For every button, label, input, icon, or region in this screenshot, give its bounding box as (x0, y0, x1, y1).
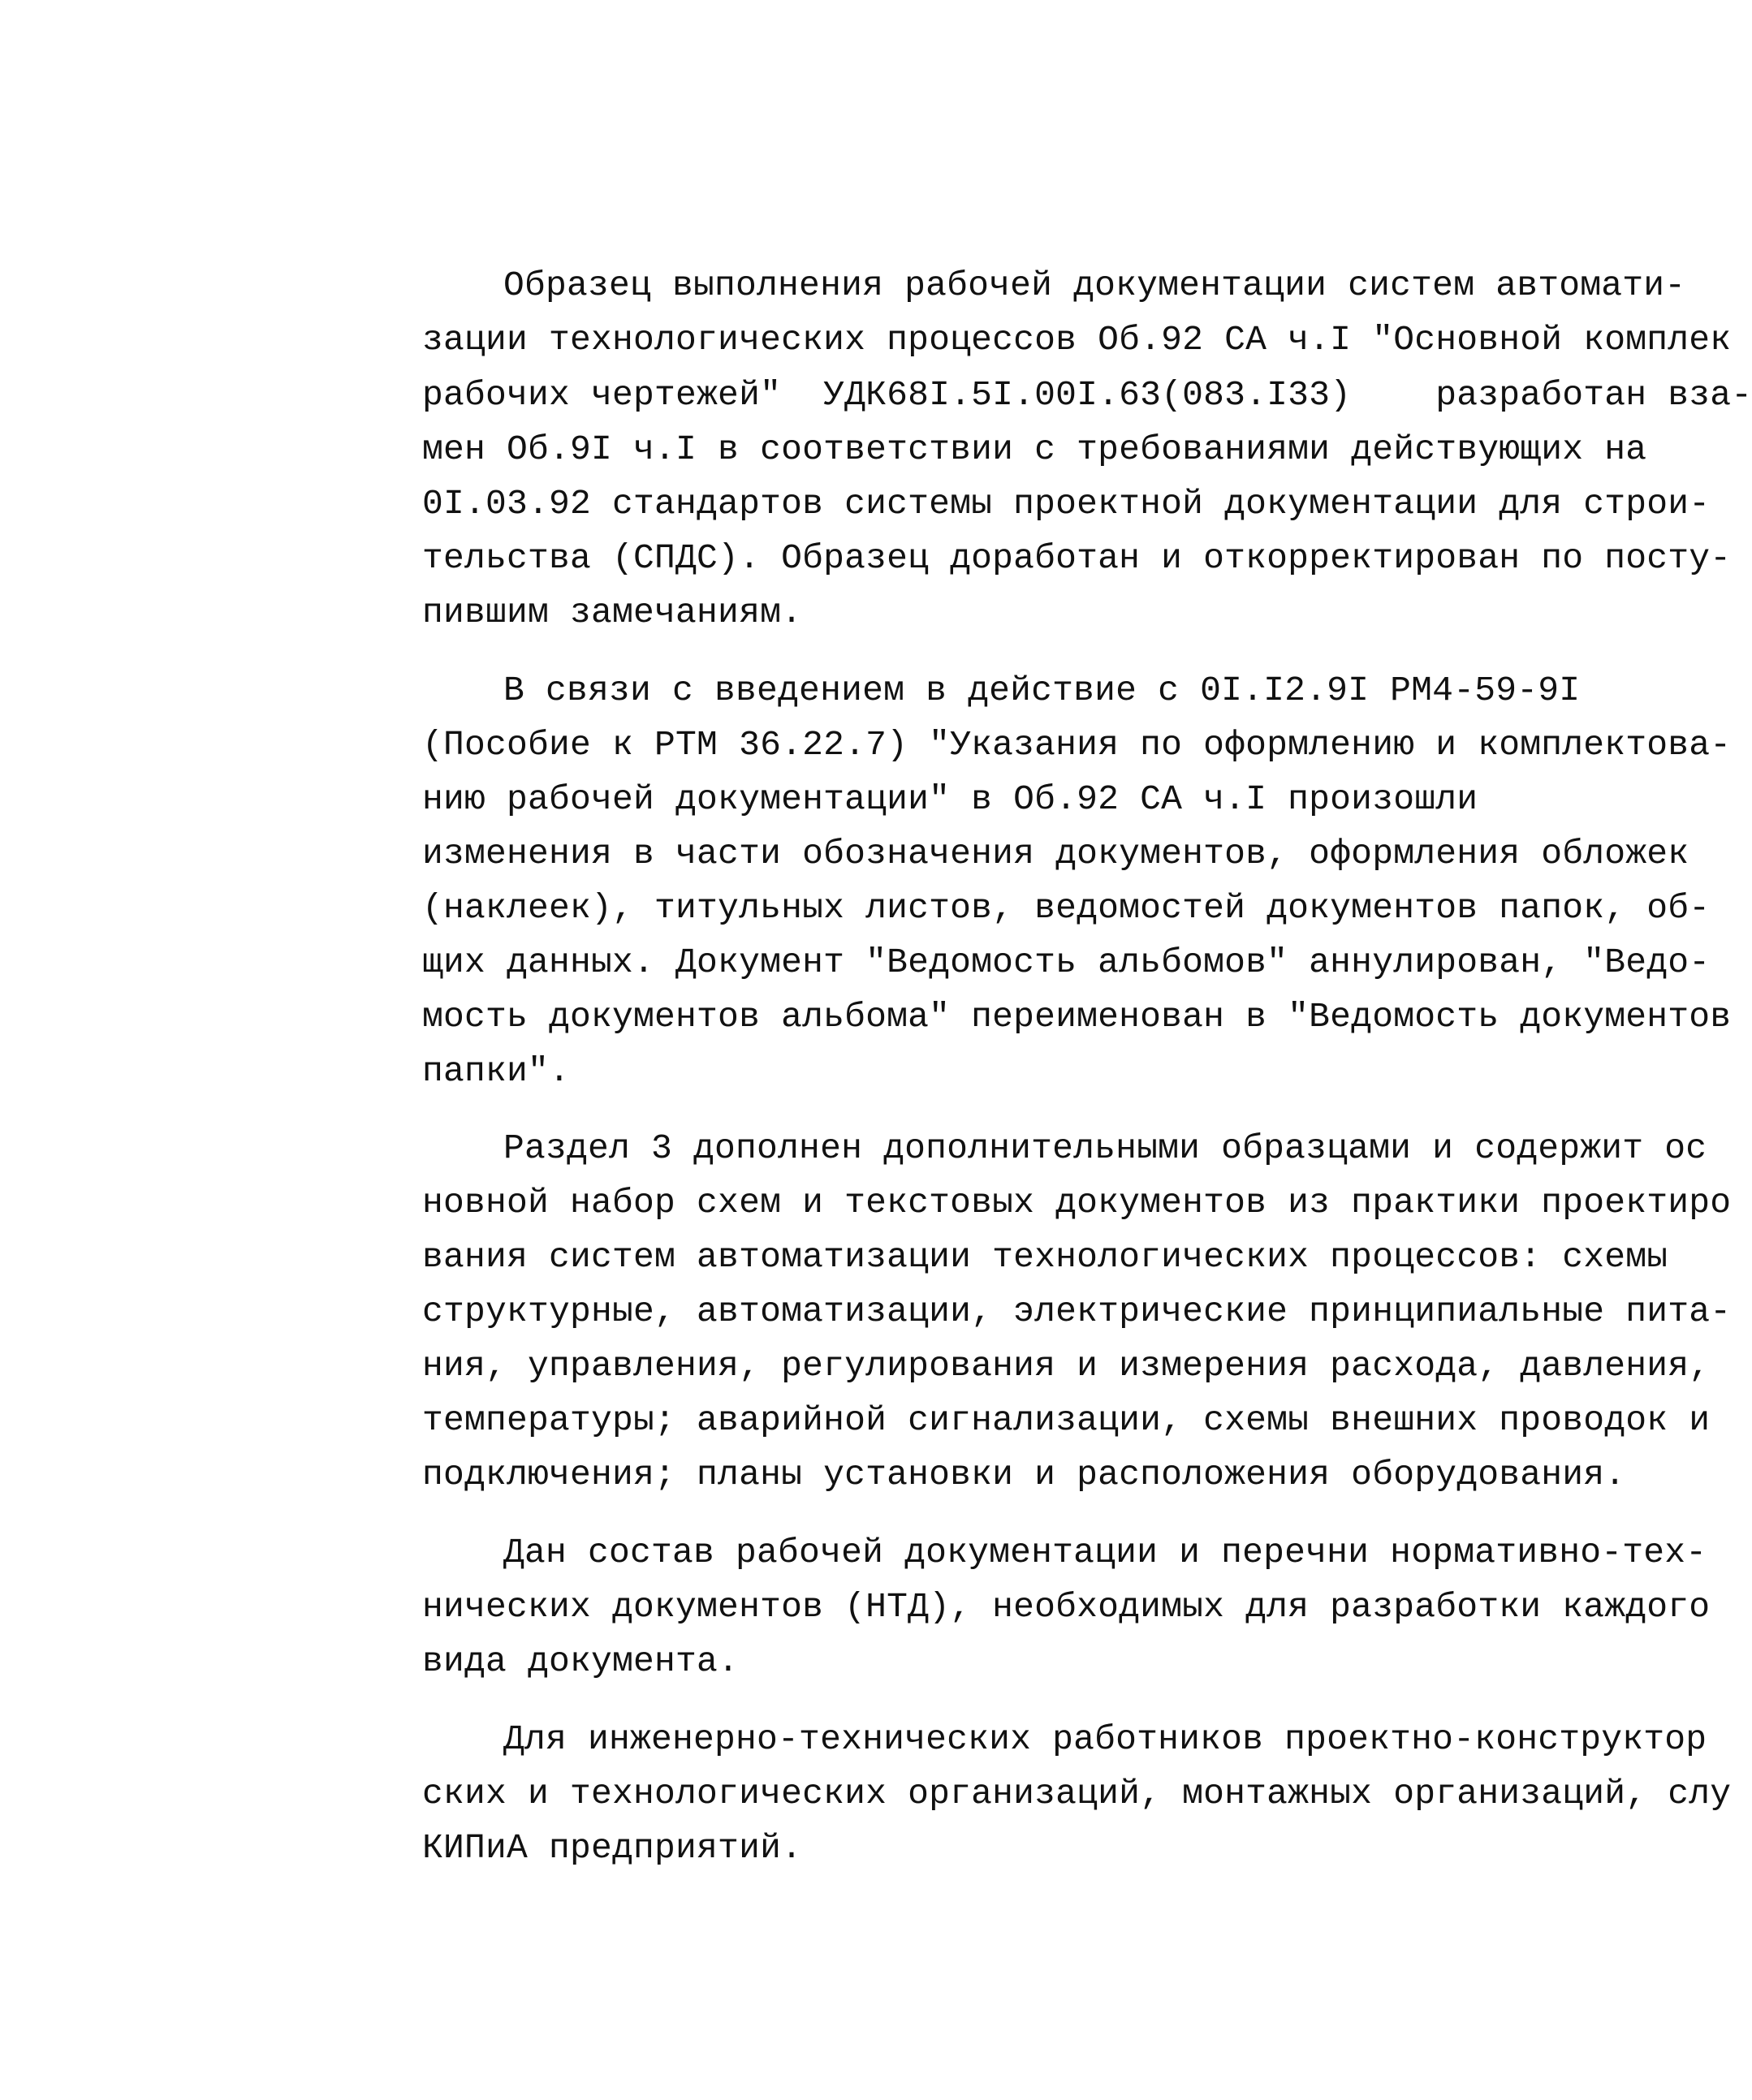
paragraph-2-line-1: В связи с введением в действие с 0I.I2.9I РМ4-59-9I (503, 671, 1581, 710)
paragraph-5-line-1: Для инженерно-технических работников проектно-конструктор (503, 1719, 1707, 1759)
paragraph-1-line-3: рабочих чертежей" УДК68I.5I.00I.63(083.I33) разработан вза- (422, 375, 1752, 415)
paragraph-3-line-3: вания систем автоматизации технологических процессов: схемы (422, 1237, 1668, 1277)
paragraph-3-line-5: ния, управления, регулирования и измерения расхода, давления, (422, 1346, 1711, 1386)
paragraph-3-line-6: температуры; аварийной сигнализации, схемы внешних проводок и (422, 1400, 1711, 1440)
paragraph-4-line-1: Дан состав рабочей документации и перечни нормативно-тех- (503, 1533, 1707, 1572)
paragraph-2-line-3: нию рабочей документации" в Об.92 СА ч.I произошли (422, 779, 1478, 819)
paragraph-3-line-1: Раздел 3 дополнен дополнительными образцами и содержит ос (503, 1128, 1707, 1168)
paragraph-4-line-3: вида документа. (422, 1641, 740, 1681)
paragraph-2-line-2: (Пособие к РТМ 36.22.7) "Указания по оформлению и комплектова- (422, 725, 1732, 765)
paragraph-3-line-2: новной набор схем и текстовых документов из практики проектиро (422, 1183, 1732, 1222)
paragraph-2-line-8: папки". (422, 1051, 571, 1091)
paragraph-2-line-4: изменения в части обозначения документов, оформления обложек (422, 834, 1689, 873)
paragraph-1-line-7: пившим замечаниям. (422, 593, 803, 632)
paragraph-5-line-2: ских и технологических организаций, монтажных организаций, слу (422, 1774, 1732, 1813)
paragraph-1-line-6: тельства (СПДС). Образец доработан и откорректирован по посту- (422, 538, 1732, 578)
paragraph-2-line-5: (наклеек), титульных листов, ведомостей документов папок, об- (422, 888, 1711, 928)
paragraph-1-line-4: мен Об.9I ч.I в соответствии с требованиями действующих на (422, 429, 1647, 469)
paragraph-5-line-3: КИПиА предприятий. (422, 1828, 803, 1868)
paragraph-2-line-7: мость документов альбома" переименован в "Ведомость документов (422, 997, 1732, 1037)
paragraph-2-line-6: щих данных. Документ "Ведомость альбомов" аннулирован, "Ведо- (422, 942, 1711, 982)
paragraph-3-line-7: подключения; планы установки и расположения оборудования. (422, 1455, 1626, 1494)
paragraph-4-line-2: нических документов (НТД), необходимых для разработки каждого (422, 1587, 1711, 1627)
paragraph-1-line-2: зации технологических процессов Об.92 СА ч.I "Основной комплек (422, 320, 1732, 360)
paragraph-1-line-1: Образец выполнения рабочей документации систем автомати- (503, 265, 1686, 305)
paragraph-3-line-4: структурные, автоматизации, электрические принципиальные пита- (422, 1291, 1732, 1331)
paragraph-1-line-5: 0I.03.92 стандартов системы проектной документации для строи- (422, 484, 1711, 524)
